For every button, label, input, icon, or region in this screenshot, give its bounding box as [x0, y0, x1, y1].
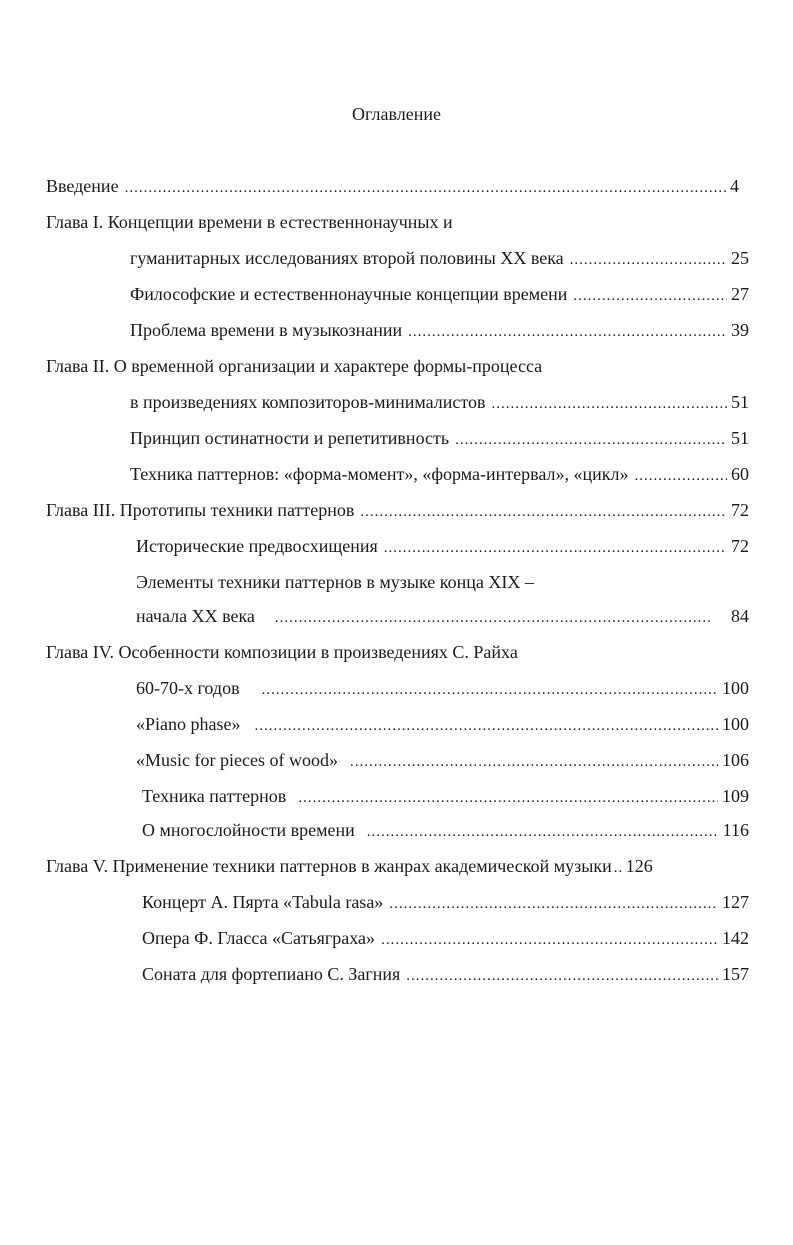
toc-entry-text: 60-70-х годов [136, 678, 240, 698]
toc-entry-text: Техника паттернов [142, 786, 287, 806]
toc-entry [46, 856, 749, 882]
toc-entry [130, 320, 749, 346]
toc-entry [142, 786, 749, 812]
toc-entry-page: 157 [722, 964, 749, 984]
toc-entry-page: 109 [722, 786, 749, 806]
toc-entry [136, 536, 749, 562]
toc-entry [130, 392, 749, 418]
toc-leader [298, 790, 718, 807]
toc-entry-page: 72 [731, 536, 749, 556]
toc-leader [406, 968, 718, 985]
toc-entry-text: Принцип остинатности и репетитивность [130, 428, 450, 448]
toc-entry-page: 51 [731, 392, 749, 412]
toc-entry-page: 84 [731, 606, 749, 626]
toc-entry [46, 642, 739, 668]
toc-entry-text: Соната для фортепиано С. Загния [142, 964, 401, 984]
toc-leader [492, 396, 727, 413]
toc-entry [136, 606, 749, 632]
toc-entry [136, 750, 749, 776]
toc-entry [130, 284, 749, 310]
toc-entry [142, 892, 749, 918]
toc-entry [46, 212, 739, 238]
toc-entry-text: Глава I. Концепции времени в естественнонаучных и [46, 212, 453, 232]
toc-leader [125, 180, 726, 197]
toc-leader [360, 504, 727, 521]
toc-entry-page: 27 [731, 284, 749, 304]
toc-entry-page: 100 [722, 678, 749, 698]
toc-leader [262, 682, 718, 699]
toc-entry-text: Глава III. Прототипы техники паттернов [46, 500, 355, 520]
toc-entry-text: Введение [46, 176, 119, 196]
toc-leader [254, 718, 718, 735]
toc-entry [46, 500, 749, 526]
toc-leader [381, 932, 718, 949]
toc-leader [275, 610, 713, 627]
toc-entry-text: Элементы техники паттернов в музыке конца XIX – [136, 572, 534, 592]
toc-entry [130, 464, 749, 490]
toc-entry-text: Концерт А. Пярта «Tabula rasa» [142, 892, 384, 912]
toc-entry-text: «Music for pieces of wood» [136, 750, 338, 770]
toc-entry-page: 51 [731, 428, 749, 448]
toc-entry-text: Техника паттернов: «форма-момент», «форма-интервал», «цикл» [130, 464, 629, 484]
toc-entry-text: начала XX века [136, 606, 255, 626]
toc-entry [142, 820, 749, 846]
toc-leader [570, 252, 727, 269]
toc-entry-page: 106 [722, 750, 749, 770]
page-title: Оглавление [352, 104, 441, 124]
toc-leader [573, 288, 727, 305]
toc-entry-page: 25 [731, 248, 749, 268]
toc-entry-text: Глава V. Применение техники паттернов в жанрах академической музыки [46, 856, 612, 876]
toc-entry-text: Глава IV. Особенности композиции в произведениях С. Райха [46, 642, 518, 662]
toc-entry-page: 127 [722, 892, 749, 912]
toc-entry-page: 126 [625, 856, 653, 876]
toc-entry-text: в произведениях композиторов-минималистов [130, 392, 486, 412]
toc-leader [350, 754, 718, 771]
toc-entry [136, 714, 749, 740]
toc-entry-page: 4 [730, 176, 739, 196]
toc-entry-page: 116 [722, 820, 749, 840]
toc-entry-text: Проблема времени в музыкознании [130, 320, 403, 340]
toc-entry-text: Глава II. О временной организации и характере формы-процесса [46, 356, 543, 376]
toc-entry-text: «Piano phase» [136, 714, 241, 734]
toc-entry-text: Философские и естественнонаучные концепции времени [130, 284, 568, 304]
toc-leader [408, 324, 727, 341]
toc-entry [46, 176, 739, 202]
toc-entry [142, 964, 749, 990]
toc-entry-text: О многослойности времени [142, 820, 355, 840]
toc-entry-page: 142 [722, 928, 749, 948]
toc-entry-page: 39 [731, 320, 749, 340]
toc-entry-text: Опера Ф. Гласса «Сатьяграха» [142, 928, 376, 948]
toc-entry [136, 572, 749, 598]
toc-entry-page: 60 [731, 464, 749, 484]
toc-leader [614, 860, 624, 877]
toc-entry-page: 72 [731, 500, 749, 520]
toc-entry-text: Исторические предвосхищения [136, 536, 378, 556]
toc-entry [136, 678, 749, 704]
toc-leader [367, 824, 719, 841]
toc-entry [130, 428, 749, 454]
toc-entry [130, 248, 749, 274]
toc-entry [46, 356, 739, 382]
toc-leader [384, 540, 727, 557]
toc-entry-page: 100 [722, 714, 749, 734]
toc-entry-text: гуманитарных исследованиях второй половины XX века [130, 248, 564, 268]
toc-entry [142, 928, 749, 954]
toc-leader [635, 468, 727, 485]
toc-leader [455, 432, 727, 449]
toc-leader [389, 896, 718, 913]
